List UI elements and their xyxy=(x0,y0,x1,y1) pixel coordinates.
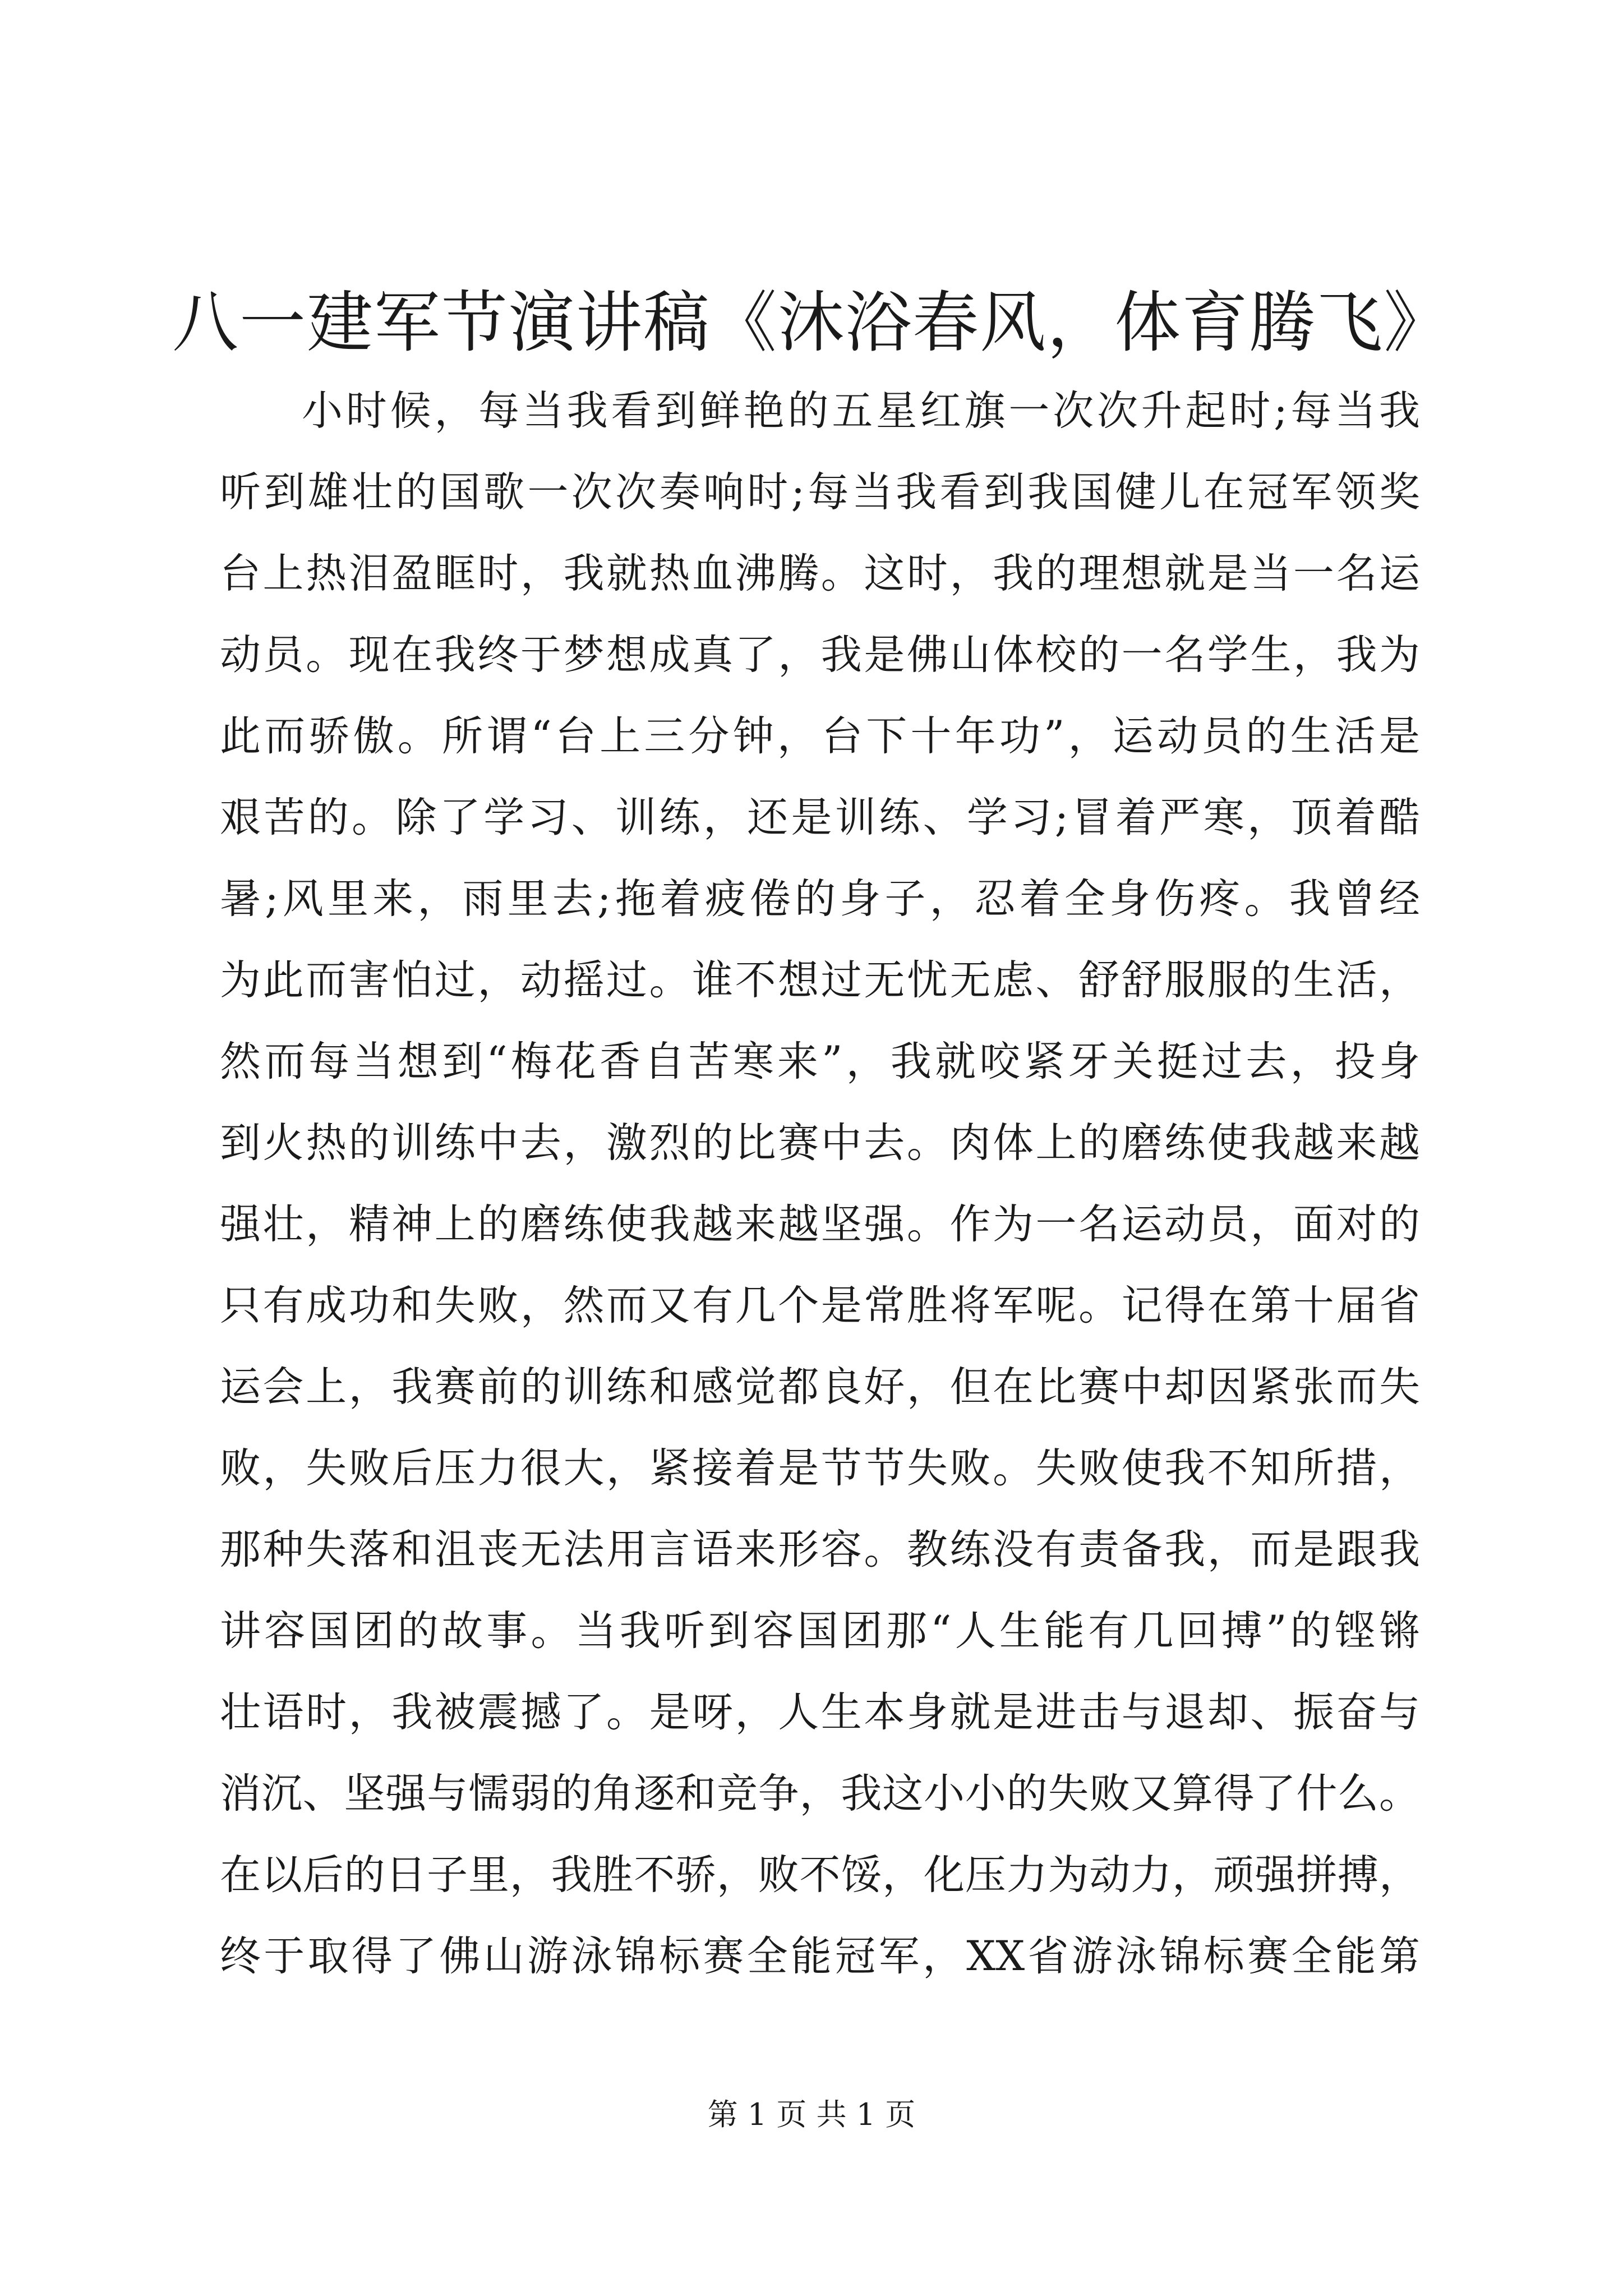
body-line: 然而每当想到“梅花香自苦寒来”，我就咬紧牙关挺过去，投身 xyxy=(220,1038,1420,1085)
body-line: 暑;风里来，雨里去;拖着疲倦的身子，忍着全身伤疼。我曾经 xyxy=(220,875,1420,923)
body-line: 台上热泪盈眶时，我就热血沸腾。这时，我的理想就是当一名运 xyxy=(220,550,1420,597)
body-line: 讲容国团的故事。当我听到容国团那“人生能有几回搏”的铿锵 xyxy=(220,1607,1420,1655)
body-line: 消沉、坚强与懦弱的角逐和竞争，我这小小的失败又算得了什么。 xyxy=(220,1770,1420,1818)
body-line: 运会上，我赛前的训练和感觉都良好，但在比赛中却因紧张而失 xyxy=(220,1363,1420,1411)
body-line: 此而骄傲。所谓“台上三分钟，台下十年功”，运动员的生活是 xyxy=(220,712,1420,760)
body-line: 听到雄壮的国歌一次次奏响时;每当我看到我国健儿在冠军领奖 xyxy=(220,468,1420,516)
body-line: 艰苦的。除了学习、训练，还是训练、学习;冒着严寒，顶着酷 xyxy=(220,794,1420,841)
body-line: 败，失败后压力很大，紧接着是节节失败。失败使我不知所措， xyxy=(220,1444,1420,1492)
document-title: 八一建军节演讲稿《沐浴春风，体育腾飞》 xyxy=(172,284,1451,361)
document-body xyxy=(220,370,1420,1997)
body-line: 动员。现在我终于梦想成真了，我是佛山体校的一名学生，我为 xyxy=(220,631,1420,679)
body-line: 小时候，每当我看到鲜艳的五星红旗一次次升起时;每当我 xyxy=(302,387,1420,435)
body-line: 为此而害怕过，动摇过。谁不想过无忧无虑、舒舒服服的生活， xyxy=(220,956,1420,1004)
body-line: 那种失落和沮丧无法用言语来形容。教练没有责备我，而是跟我 xyxy=(220,1526,1420,1573)
body-line: 到火热的训练中去，激烈的比赛中去。肉体上的磨练使我越来越 xyxy=(220,1119,1420,1167)
body-line: 终于取得了佛山游泳锦标赛全能冠军，XX省游泳锦标赛全能第 xyxy=(220,1932,1420,1980)
body-line: 壮语时，我被震撼了。是呀，人生本身就是进击与退却、振奋与 xyxy=(220,1688,1420,1736)
body-line: 在以后的日子里，我胜不骄，败不馁，化压力为动力，顽强拼搏， xyxy=(220,1851,1420,1899)
body-line: 强壮，精神上的磨练使我越来越坚强。作为一名运动员，面对的 xyxy=(220,1200,1420,1248)
body-line: 只有成功和失败，然而又有几个是常胜将军呢。记得在第十届省 xyxy=(220,1282,1420,1329)
page-number-footer: 第 1 页 共 1 页 xyxy=(707,2097,916,2132)
